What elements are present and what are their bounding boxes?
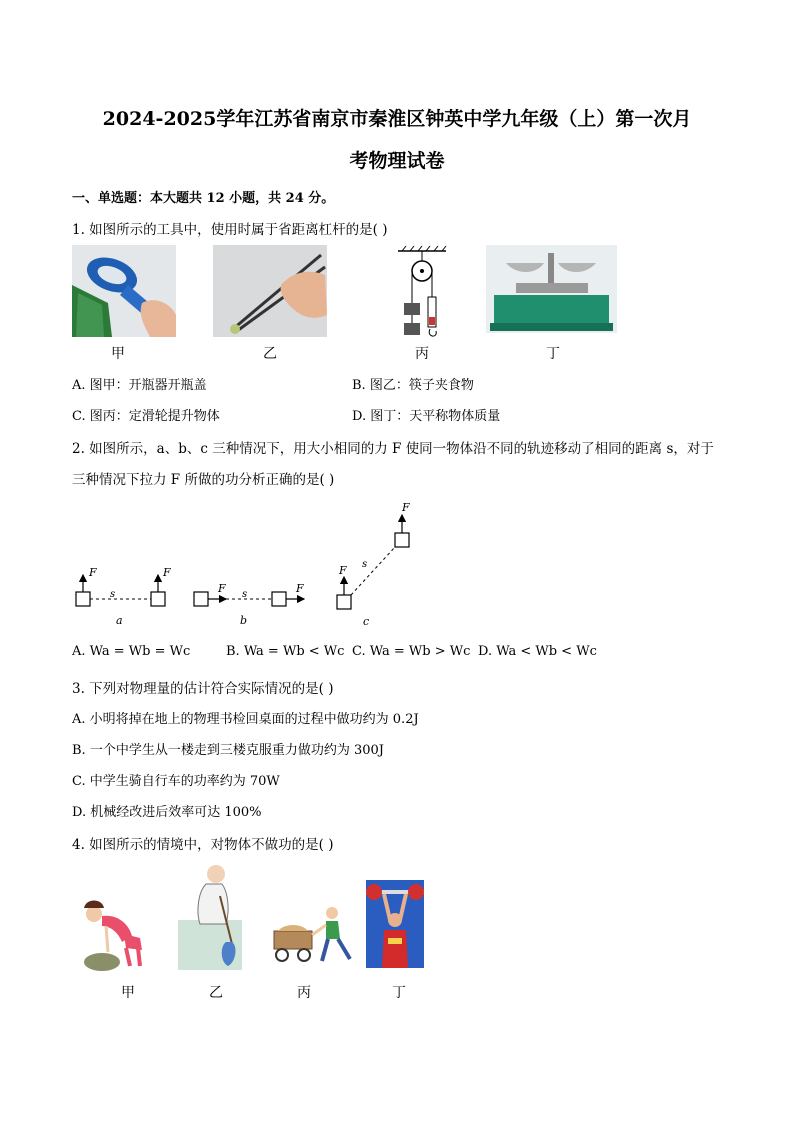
q2-label-b: b xyxy=(240,614,248,627)
q4-caption-bing: 丙 xyxy=(297,985,311,1001)
q2-label-c: c xyxy=(363,615,370,628)
q2-label-a: a xyxy=(116,614,123,627)
q2-force-diagram xyxy=(66,495,426,639)
q1-caption-ding: 丁 xyxy=(546,346,560,362)
q4-caption-jia: 甲 xyxy=(121,985,135,1001)
q2-stem-line-2: 三种情况下拉力 F 所做的功分析正确的是( ) xyxy=(72,472,335,488)
q1-image-fixed-pulley xyxy=(392,245,452,349)
q4-image-pushing-cart xyxy=(270,905,356,973)
q4-stem: 4. 如图所示的情境中，对物体不做功的是( ) xyxy=(72,837,334,853)
q1-caption-yi: 乙 xyxy=(263,346,277,362)
title-line-1: 2024-2025学年江苏省南京市秦淮区钟英中学九年级（上）第一次月 xyxy=(102,108,692,130)
q3-stem: 3. 下列对物理量的估计符合实际情况的是( ) xyxy=(72,681,334,697)
q1-image-balance xyxy=(486,245,617,337)
q4-caption-yi: 乙 xyxy=(209,985,223,1001)
q2-label-distance-b: s xyxy=(242,589,248,600)
q2-label-force-c2: F xyxy=(402,501,410,514)
q1-stem: 1. 如图所示的工具中，使用时属于省距离杠杆的是( ) xyxy=(72,222,388,238)
q1-caption-jia: 甲 xyxy=(111,346,125,362)
q2-option-c[interactable]: C. Wa = Wb > Wc xyxy=(352,644,471,659)
q1-option-b[interactable]: B. 图乙：筷子夹食物 xyxy=(352,378,474,393)
q1-option-c[interactable]: C. 图丙：定滑轮提升物体 xyxy=(72,409,220,424)
q4-image-old-man-carrying xyxy=(176,862,246,976)
q2-label-force-b1: F xyxy=(218,582,226,595)
q2-label-force-a1: F xyxy=(89,566,97,579)
q4-image-lifting-rock xyxy=(80,890,152,976)
q2-option-d[interactable]: D. Wa < Wb < Wc xyxy=(478,644,597,659)
q3-option-d[interactable]: D. 机械经改进后效率可达 100% xyxy=(72,805,262,820)
q2-label-force-c1: F xyxy=(339,564,347,577)
q3-option-a[interactable]: A. 小明将掉在地上的物理书检回桌面的过程中做功约为 0.2J xyxy=(72,712,419,727)
q1-option-d[interactable]: D. 图丁：天平称物体质量 xyxy=(352,409,501,424)
q2-label-distance-a: s xyxy=(110,589,116,600)
q2-label-distance-c: s xyxy=(362,559,368,570)
q4-caption-ding: 丁 xyxy=(392,985,406,1001)
title-line-2: 考物理试卷 xyxy=(349,150,445,172)
q2-label-force-a2: F xyxy=(163,566,171,579)
q2-label-force-b2: F xyxy=(296,582,304,595)
section-heading: 一、单选题：本大题共 12 小题，共 24 分。 xyxy=(72,191,335,206)
q2-stem-line-1: 2. 如图所示，a、b、c 三种情况下，用大小相同的力 F 使同一物体沿不同的轨迹移动了相同的距离 s，对于 xyxy=(72,441,714,457)
q2-option-a[interactable]: A. Wa = Wb = Wc xyxy=(72,644,191,659)
q3-option-b[interactable]: B. 一个中学生从一楼走到三楼克服重力做功约为 300J xyxy=(72,743,384,758)
q1-caption-bing: 丙 xyxy=(415,346,429,362)
q1-option-a[interactable]: A. 图甲：开瓶器开瓶盖 xyxy=(72,378,207,393)
q4-image-weightlifter xyxy=(366,880,424,972)
q1-image-chopsticks xyxy=(213,245,327,341)
q3-option-c[interactable]: C. 中学生骑自行车的功率约为 70W xyxy=(72,774,280,789)
q1-image-bottle-opener xyxy=(72,245,176,341)
q2-option-b[interactable]: B. Wa = Wb < Wc xyxy=(226,644,345,659)
